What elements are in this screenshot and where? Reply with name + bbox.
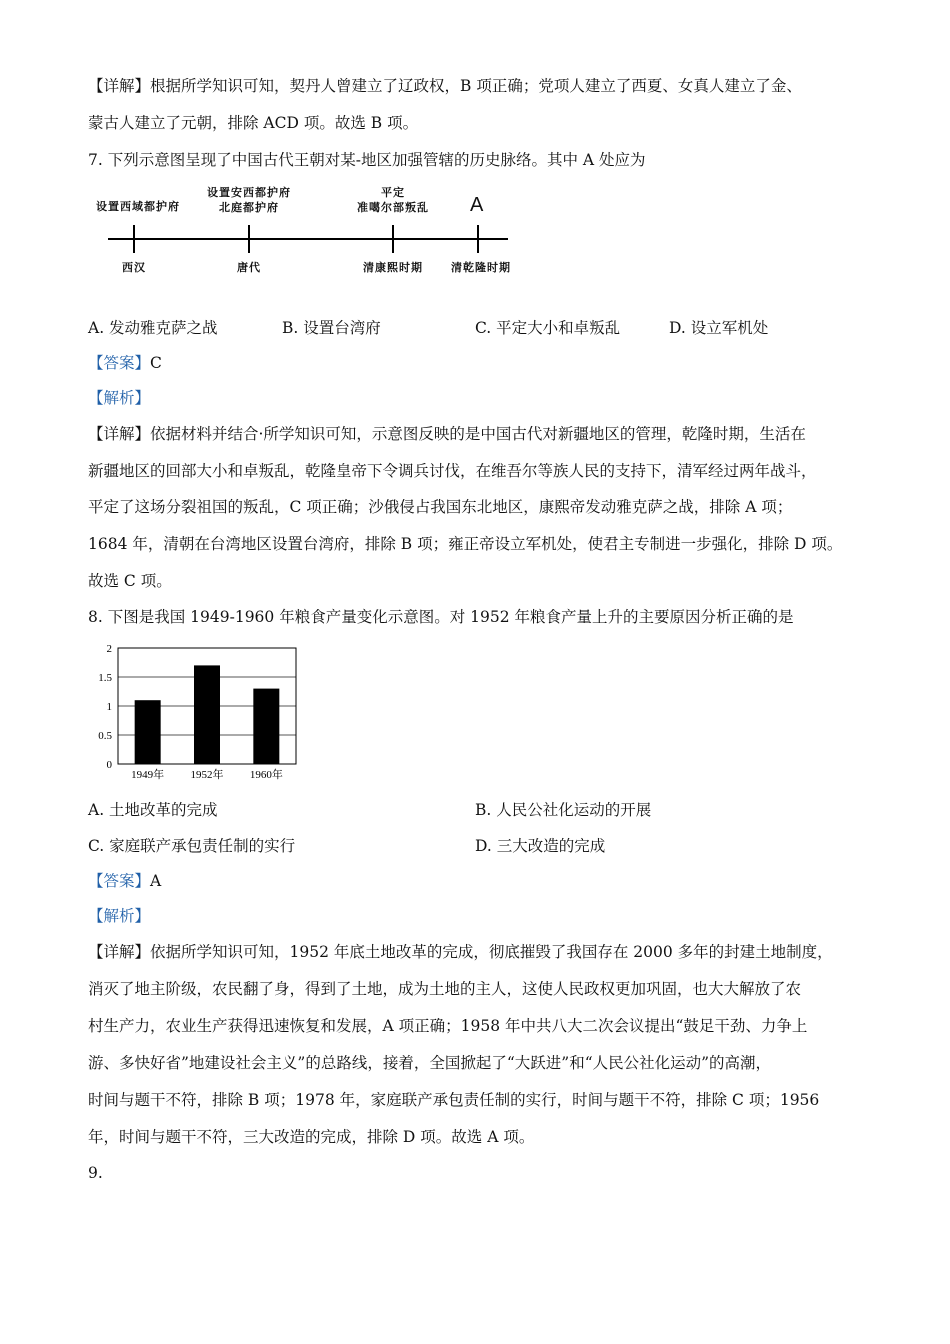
bar-1 [194,665,220,764]
q8-option-d: D. 三大改造的完成 [475,837,606,855]
q7-option-b: B. 设置台湾府 [282,319,381,337]
q7-stem: 7. 下列示意图呈现了中国古代王朝对某-地区加强管辖的历史脉络。其中 A 处应为 [88,151,646,169]
q8-option-b: B. 人民公社化运动的开展 [475,801,652,819]
grain-output-bar-chart [92,638,312,788]
timeline-event-2-top2: 北庭都护府 [219,201,279,214]
q8-answer-label: 【答案】 [88,872,151,890]
q7-option-a: A. 发动雅克萨之战 [88,319,218,337]
y-tick-label-2: 1 [106,701,112,713]
timeline-event-2-bottom: 唐代 [237,261,261,274]
x-tick-label-2: 1960年 [249,769,283,781]
q7-timeline-figure [88,180,528,290]
q7-analysis-label: 【解析】 [88,389,151,407]
y-tick-label-3: 1.5 [98,672,112,684]
timeline-event-3-top: 平定 [381,186,405,199]
q7-answer [88,353,162,373]
q7-option-c: C. 平定大小和卓叛乱 [475,319,621,337]
q8-option-a: A. 土地改革的完成 [88,801,218,819]
q7-detail-line-3: 平定了这场分裂祖国的叛乱，C 项正确；沙俄侵占我国东北地区，康熙帝发动雅克萨之战，排除 A 项； [88,498,793,516]
x-tick-label-0: 1949年 [131,769,165,781]
y-tick-label-4: 2 [106,643,112,655]
q8-detail-line-2: 消灭了地主阶级，农民翻了身，得到了土地，成为土地的主人，这使人民政权更加巩固，也大大解放了农 [88,980,802,998]
q7-option-d: D. 设立军机处 [669,319,769,337]
timeline-event-1-bottom: 西汉 [122,261,146,274]
q8-analysis-label: 【解析】 [88,907,151,925]
q9-stem: 9. [88,1164,103,1182]
timeline-event-4-bottom: 清乾隆时期 [451,261,511,274]
q8-detail-line-1: 【详解】依据所学知识可知，1952 年底土地改革的完成，彻底摧毁了我国存在 2000 多年的封建土地制度， [88,943,833,961]
timeline-event-3-bottom: 清康熙时期 [363,261,423,274]
bar-0 [135,700,161,764]
timeline-event-2-top: 设置安西都护府 [207,186,291,199]
q8-detail-line-6: 年，时间与题干不符，三大改造的完成，排除 D 项。故选 A 项。 [88,1128,535,1146]
q7-answer-value: C [150,354,162,372]
q7-detail-line-2: 新疆地区的回部大小和卓叛乱，乾隆皇帝下令调兵讨伐，在维吾尔等族人民的支持下，清军经过两年战斗， [88,462,817,480]
q7-answer-label: 【答案】 [88,354,151,372]
timeline-event-3-top2: 准噶尔部叛乱 [357,201,429,214]
q8-option-c: C. 家庭联产承包责任制的实行 [88,837,296,855]
q7-detail-line-5: 故选 C 项。 [88,572,172,590]
q6-detail-line-1: 【详解】根据所学知识可知，契丹人曾建立了辽政权，B 项正确；党项人建立了西夏、女真人建立了金、 [88,77,802,95]
q8-stem: 8. 下图是我国 1949-1960 年粮食产量变化示意图。对 1952 年粮食产量上升的主要原因分析正确的是 [88,608,794,626]
y-tick-label-1: 0.5 [98,730,112,742]
timeline-event-4-top: A [470,194,484,216]
q8-answer-value: A [150,872,162,890]
timeline-event-1-top: 设置西域都护府 [96,200,180,213]
x-tick-label-1: 1952年 [190,769,224,781]
q7-detail-line-4: 1684 年，清朝在台湾地区设置台湾府，排除 B 项；雍正帝设立军机处，使君主专制进一步强化，排除 D 项。 [88,535,843,553]
y-tick-label-0: 0 [106,759,112,771]
q8-answer [88,871,161,891]
q7-detail-line-1: 【详解】依据材料并结合·所学知识可知，示意图反映的是中国古代对新疆地区的管理，乾隆时期，生活在 [88,425,806,443]
q8-detail-line-5: 时间与题干不符，排除 B 项；1978 年，家庭联产承包责任制的实行，时间与题干不符，排除 C 项；1956 [88,1091,820,1109]
q6-detail-line-2: 蒙古人建立了元朝，排除 ACD 项。故选 B 项。 [88,114,419,132]
bar-2 [253,689,279,764]
q8-detail-line-3: 村生产力，农业生产获得迅速恢复和发展，A 项正确；1958 年中共八大二次会议提出“鼓足干劲、力争上 [88,1017,808,1035]
q8-detail-line-4: 游、多快好省”地建设社会主义”的总路线，接着，全国掀起了“大跃进”和“人民公社化运动”的高潮， [88,1054,772,1072]
